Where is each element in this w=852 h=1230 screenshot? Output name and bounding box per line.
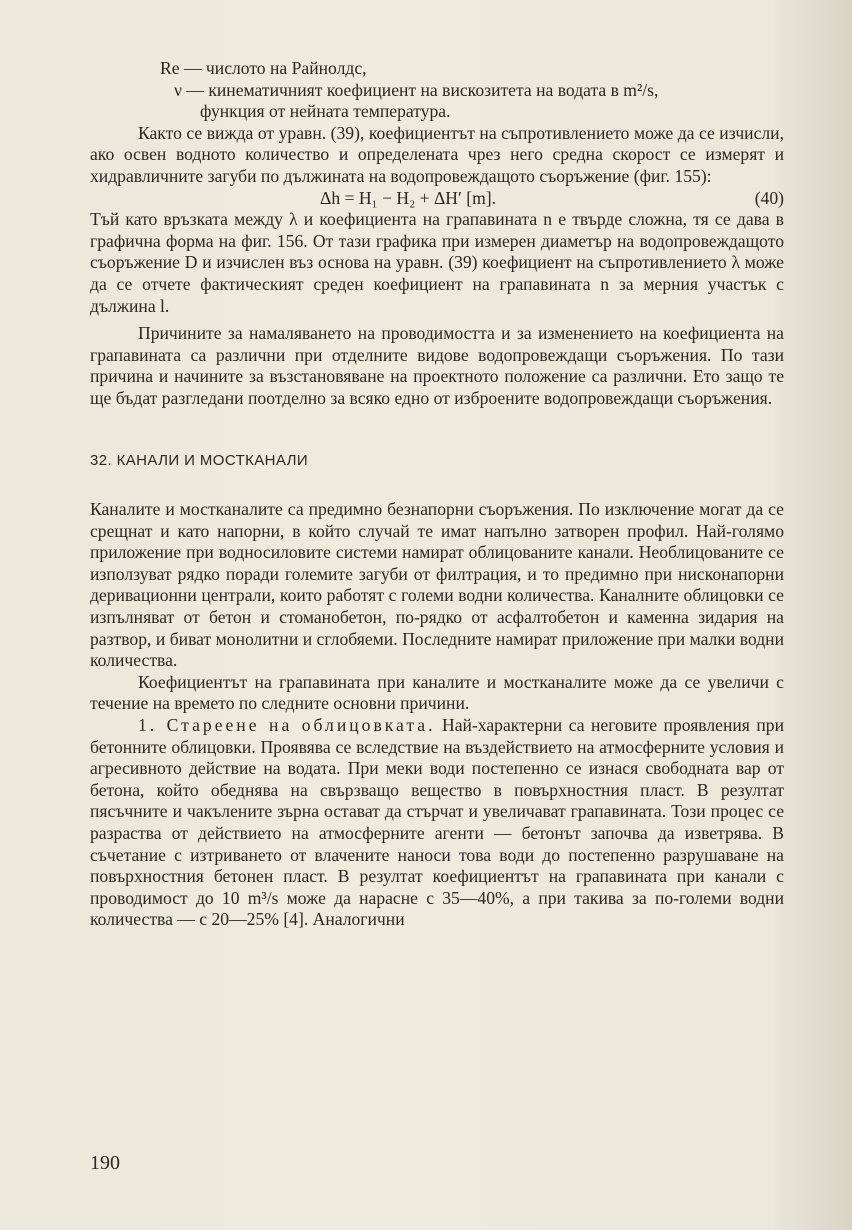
- paragraph-1: Както се вижда от уравн. (39), коефициентът на съпротивлението може да се изчисли, ако освен водното количество и определената чрез него средна скорост се измерят и хидравличните загуби по дължината на водопровеждащото съоръжение (фиг. 155):: [90, 122, 784, 186]
- paragraph-2: Тъй като връзката между λ и коефициента на грапавината n е твърде сложна, тя се дава в графична форма на фиг. 156. От тази графика при измерен диаметър на водопровеждащото съоръжение D и изчислен въз основа на уравн. (39) коефициент на съпротивлението λ може да се отчете фактическият среден коефициент на грапавината n за мерния участък с дължина l.: [90, 209, 784, 316]
- list-item-1: [90, 715, 784, 931]
- section-heading: 32. КАНАЛИ И МОСТКАНАЛИ: [90, 451, 309, 469]
- list-item-1-text: Най-характерни са неговите проявления при бетонните облицовки. Проявява се вследствие на въздействието на атмосферните условия и агресивното действие на водата. При меки води постепенно се изнася свободната вар от бетона, който обеднява на свързващо вещество в повърхностния пласт. В резултат пясъчните и чакълените зърна остават да стърчат и увеличават грапавината. Този процес се разраства от действието на атмосферните агенти — бетонът започва да изветрява. В съчетание с изтриването от влачените наноси това води до постепенно разрушаване на повърхностния бетонен пласт. В резултат коефициентът на грапавината при канали с проводимост до 10 m³/s може да нарасне с 35—40%, а при такива за по-големи водни количества — с 20—25% [4]. Аналогични: [90, 715, 784, 930]
- paragraph-4: Каналите и мостканалите са предимно безнапорни съоръжения. По изключение могат да се срещнат и като напорни, в който случай те имат напълно затворен профил. Най-голямо приложение при водносиловите системи намират облицованите канали. Необлицованите се използуват рядко поради големите загуби от филтрация, и то предимно при нисконапорни деривационни централи, които работят с големи водни количества. Каналните облицовки се изпълняват от бетон и стоманобетон, по-рядко от асфалтобетон и каменна зидария на разтвор, и биват монолитни и сглобяеми. Последните намират приложение при малки водни количества.: [90, 499, 784, 671]
- page-number: 190: [90, 1152, 120, 1174]
- paragraph-5: Коефициентът на грапавината при каналите и мостканалите може да се увеличи с течение на времето по следните основни причини.: [90, 671, 784, 714]
- equation-formula: Δh = H₁ − H₂ + ΔH′ [m].: [320, 187, 497, 208]
- equation-40: [90, 188, 784, 210]
- list-item-1-lead: 1. Стареене на облицовката.: [138, 715, 436, 736]
- definition-re: Re — числото на Райнолдс,: [160, 58, 367, 78]
- equation-number: (40): [754, 187, 784, 208]
- paragraph-3: Причините за намаляването на проводимостта и за изменението на коефициента на грапавината са различни при отделните видове водопровеждащи съоръжения. По тази причина и начините за възстановяване на проектното положение са различни. Ето защо те ще бъдат разгледани поотделно за всяко едно от изброените водопровеждащи съоръжения.: [90, 323, 784, 408]
- definition-nu-cont: функция от нейната температура.: [200, 101, 451, 122]
- definition-nu: ν — кинематичният коефициент на вискозитета на водата в m²/s,: [174, 79, 659, 100]
- body-text: [90, 58, 784, 931]
